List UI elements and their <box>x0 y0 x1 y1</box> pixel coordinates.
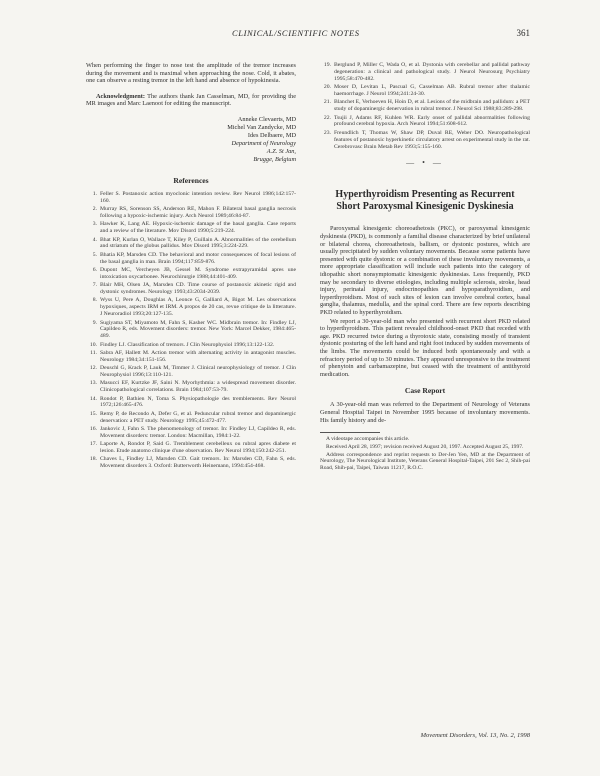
reference-item <box>86 411 296 425</box>
reference-item <box>86 206 296 220</box>
reference-item <box>86 350 296 364</box>
reference-number: 12. <box>89 365 97 372</box>
right-column <box>320 62 530 473</box>
reference-item <box>86 365 296 379</box>
reference-number: 4. <box>92 236 97 243</box>
reference-text: Murray RS, Sorenson SS, Anderson RE, Mahon F. Bilateral basal ganglia necrosis following a hypoxic-ischemic injury. Arch Neurol 1989;46:84-87. <box>100 206 296 220</box>
reference-number: 8. <box>92 297 97 304</box>
reference-list <box>86 191 296 470</box>
footnote: A videotape accompanies this article. <box>326 436 410 443</box>
body-paragraph: Paroxysmal kinesigenic choreoathetosis (PKC), or paroxysmal kinesigenic dyskinesia (PKD), is commonly a familial disease characterized by brief unilateral or bilateral chorea, choreoathetosis, ballism, or dystonic postures, which are usually precipitated by sudden voluntary movements. Because some patients have presented with quite dystonic or a combination of these involuntary movements, a more appropriate classification will include such patients into the category of idiopathic short nonsymptomatic kinesigenic dyskinesias. Less frequently, PKD may be secondary to diverse etiologies, including multiple sclerosis, stroke, head injury, perinatal injury, endocrinopathies and hypoparathyroidism, and hyperthyroidism. Most of such sites of lesion can involve cerebral cortex, basal ganglia, thalamus, medulla, and the spinal cord. There are few reports describing PKD related to hyperthyroidism. <box>320 225 530 316</box>
reference-text: Sugiyama ST, Miyamoto M, Fahn S, Kasher WC. Midbrain tremor. In: Findley LJ, Capildeo R, eds. Movement disorders: tremor. New York: Marcel Dekker, 1984:465-489. <box>100 319 296 340</box>
reference-item <box>86 441 296 455</box>
reference-text: Rondot P, Bathien N, Toma S. Physiopathologie des tremblements. Rev Neurol 1972;126:465-476. <box>100 395 296 409</box>
reference-item <box>86 342 296 349</box>
reference-list-continued <box>320 62 530 150</box>
body-paragraph: We report a 30-year-old man who presented with recurrent short PKD related to hyperthyroidism. This patient revealed childhood-onset PKD that receded with age. PKD recurred twice during a thyrotoxic state, consisting mostly of transient dystonic posturing of the left hand and right foot induced by sudden movements of the limbs. The movements could be induced both spontaneously and with a refractory period of up to 30 minutes. They appeared unresponsive to the treatment of phenytoin and carbamazepine, but ceased with the treatment of antithyroid medication. <box>320 317 530 378</box>
reference-number: 1. <box>92 190 97 197</box>
reference-text: Findley LJ. Classification of tremors. J Clin Neurophysiol 1996;13:122-132. <box>100 341 275 348</box>
reference-number: 6. <box>92 266 97 273</box>
reference-item <box>86 221 296 235</box>
article-title-line: Hyperthyroidism Presenting as Recurrent <box>335 189 515 201</box>
reference-item <box>320 84 530 98</box>
reference-number: 11. <box>90 349 97 356</box>
reference-text: Bhat KP, Kurlan O, Wallace T, Kiley P, Guillain A. Abnormalities of the cerebellum and striatum of the globus pallidus. Mov Disord 1995;3:224-229. <box>100 236 296 250</box>
reference-text: Freundlich T, Thomas W, Shaw DP, Duval RE, Weber DO. Neuropathological features of postanoxic hyperkinetic circulatory arrest on experimental study in the rat. Cerebrovasc Brain Metab Rev 1993;5:155-160. <box>334 129 530 150</box>
reference-text: Dupont MC, Vercheyen JB, Gessel M. Syndrome extrapyramidal apres une intoxication oxycarbonee. Neurochirurgie 1988;44:401-409. <box>100 266 296 280</box>
reference-item <box>86 237 296 251</box>
ack-text: The authors thank Jan Casselman, MD, for providing the MR images and Marc Laenoot for editing the manuscript. <box>86 92 297 108</box>
reference-item <box>320 62 530 83</box>
reference-text: Blair MH, Olsen JA, Marsden CD. Time course of postanoxic akinetic rigid and dystonic syndromes. Neurology 1993;43:2034-2039. <box>100 282 296 296</box>
reference-text: Hawker K, Lang AE. Hypoxic-ischemic damage of the basal ganglia. Case reports and a review of the literature. Mov Disord 1990;5:219-224. <box>100 221 296 235</box>
reference-text: Remy P, de Recondo A, Defer G, et al. Peduncular rubral tremor and dopaminergic denervation: a PET study. Neurology 1995;45:472-477. <box>100 410 296 424</box>
reference-number: 2. <box>92 206 97 213</box>
reference-item <box>86 426 296 440</box>
reference-text: Tsujii J, Adams RF, Kuhlen WR. Early onset of pallidal abnormalities following profound cerebral hypoxia. Arch Neurol 1994;51:608-612. <box>334 114 530 128</box>
reference-text: Chaves L, Findley LJ, Marsden CD. Gait tremors. In: Marsden CD, Fahn S, eds. Movement disorders 3. Oxford: Butterworth Heinemann, 1994:454-468. <box>100 456 296 470</box>
footnote-rule <box>320 432 380 433</box>
footnote: Received April 28, 1997; revision received August 20, 1997. Accepted August 25, 1997. <box>326 443 524 450</box>
reference-number: 3. <box>92 221 97 228</box>
author-name: Anneke Clevaerts, MD <box>237 115 296 123</box>
author-department: Department of Neurology <box>231 139 296 147</box>
reference-number: 22. <box>323 114 331 121</box>
reference-number: 23. <box>323 129 331 136</box>
reference-text: Masucci EF, Kurtzke JF, Saini N. Myorhythmia: a widespread movement disorder. Clinicopathological correlations. Brain 1984;107:53-79. <box>100 380 296 394</box>
reference-number: 15. <box>89 410 97 417</box>
reference-number: 18. <box>89 456 97 463</box>
reference-number: 7. <box>92 282 97 289</box>
reference-number: 9. <box>92 319 97 326</box>
reference-item <box>86 282 296 296</box>
reference-number: 21. <box>323 99 331 106</box>
journal-footer: Movement Disorders, Vol. 13, No. 2, 1998 <box>420 732 530 739</box>
reference-text: Laporte A, Rondot P, Said G. Tremblement cerebelleux ou rubral apres diabete et lesion. Etude anatomo clinique d'une observation. Rev Neurol 1994;150:242-251. <box>100 441 296 455</box>
reference-text: Wyss U, Pere A, Doughlas A, Leonce G, Galliard A, Bigot M. Les observations hypoxiques, aspects IRM et IRM. A propos de 20 cas, revue critique de la litterature. J Neuroradiol 1993;20:127-135. <box>100 297 296 318</box>
reference-text: Deuschl G, Krack P, Lauk M, Timmer J. Clinical neurophysiology of tremor. J Clin Neurophysiol 1996;13:110-121. <box>100 365 296 379</box>
section-divider: — • — <box>406 158 444 168</box>
reference-text: Moser D, Levitan L, Pascual G, Casselman AB. Rubral tremor after thalamic haemorrhage. J Neurol 1994;241:24-30. <box>334 84 530 98</box>
author-hospital: A.Z. St Jan, <box>266 147 296 155</box>
footnote: Address correspondence and reprint requests to Der-Jen Yen, MD at the Department of Neurology, The Neurological Institute, Veterans General Hospital-Taipei, 201 Sec 2, Shih-pai Road, Shih-pai, Taipei, Taiwan 11217, R.O.C. <box>320 451 530 472</box>
reference-text: Bhatia KP, Marsden CD. The behavioral and motor consequences of focal lesions of the basal ganglia in man. Brain 1994;117:859-876. <box>100 251 296 265</box>
reference-item <box>320 99 530 113</box>
reference-number: 19. <box>323 62 331 68</box>
running-title: CLINICAL/SCIENTIFIC NOTES <box>232 28 360 38</box>
reference-text: Berglund P, Miller C, Wada O, et al. Dystonia with cerebellar and pallidal pathway degeneration: a clinical and pathological study. J Neurol Neurosurg Psychiatry 1995;58:470-482. <box>334 62 530 82</box>
reference-item <box>86 396 296 410</box>
reference-item <box>86 267 296 281</box>
references-heading: References <box>173 175 209 185</box>
case-report-paragraph: A 30-year-old man was referred to the Department of Neurology of Veterans General Hospital Taipei in November 1995 because of involuntary movements. His family history and de- <box>320 401 530 424</box>
acknowledgment <box>86 93 296 108</box>
author-name: Michel Van Zandycke, MD <box>227 123 296 131</box>
author-signature <box>86 116 296 164</box>
article-title-line: Short Paroxysmal Kinesigenic Dyskinesia <box>336 201 514 213</box>
reference-number: 20. <box>323 84 331 91</box>
reference-text: Jankovic J, Fahn S. The phenomenology of tremor. In: Findley LJ, Capildeo R, eds. Movement disorders: tremor. London: Macmillan, 1984:1-22. <box>100 425 296 439</box>
reference-item <box>86 191 296 205</box>
reference-number: 14. <box>89 395 97 402</box>
running-header <box>86 28 530 44</box>
author-name: Ides Delbaere, MD <box>247 131 296 139</box>
ack-label: Acknowledgment: <box>96 92 145 100</box>
reference-number: 16. <box>89 425 97 432</box>
page-number: 361 <box>516 28 530 38</box>
reference-text: Blanchet E, Verhoeven H, Hoin D, et al. Lesions of the midbrain and pallidum: a PET study of dopaminergic denervation in rubral tremor. J Neurol Sci 1988;83:289-298. <box>334 99 530 113</box>
intro-paragraph: When performing the finger to nose test the amplitude of the tremor increases during the movement and is maximal when approaching the nose. Cold, it abates, one can observe a resting tremor in the left hand and absence of hypokinesia. <box>86 62 296 85</box>
left-column <box>86 62 296 472</box>
reference-item <box>320 115 530 129</box>
reference-item <box>86 320 296 341</box>
reference-number: 5. <box>92 251 97 258</box>
article-title <box>320 189 530 213</box>
case-report-heading: Case Report <box>404 386 446 396</box>
author-city: Brugge, Belgium <box>253 155 296 163</box>
reference-item <box>86 380 296 394</box>
reference-number: 10. <box>89 341 97 348</box>
reference-item <box>86 252 296 266</box>
reference-text: Feller S. Postanoxic action myoclonic intention review. Rev Neurol 1986;142:157-160. <box>100 190 296 204</box>
reference-number: 17. <box>89 441 97 448</box>
reference-text: Sabra AF, Hallett M. Action tremor with alternating activity in antagonist muscles. Neurology 1984;34:151-156. <box>100 349 296 363</box>
reference-item <box>320 130 530 151</box>
reference-item <box>86 297 296 318</box>
reference-number: 13. <box>89 380 97 387</box>
reference-item <box>86 456 296 470</box>
